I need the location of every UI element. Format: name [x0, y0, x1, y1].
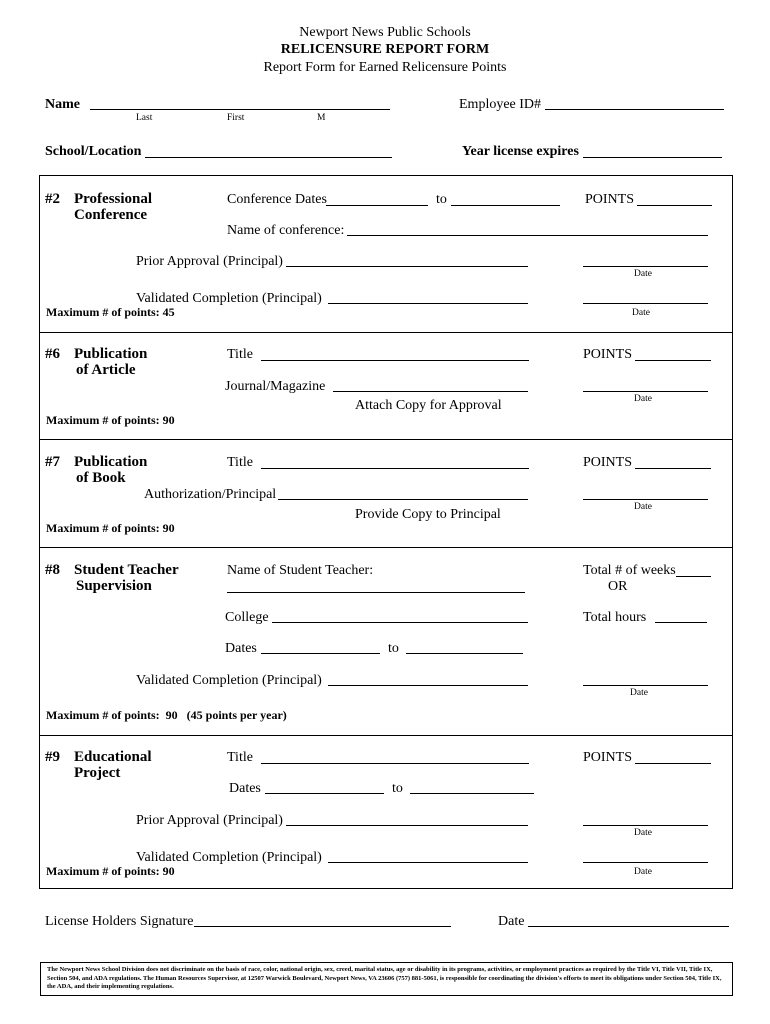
section-number: #8: [45, 562, 60, 578]
conference-name-field[interactable]: [347, 235, 708, 236]
year-expires-label: Year license expires: [462, 144, 579, 159]
date-caption: Date: [632, 308, 650, 318]
section-title: of Article: [76, 362, 136, 378]
name-field[interactable]: [90, 109, 390, 110]
section-title: Educational: [74, 749, 152, 765]
book-title-field[interactable]: [261, 468, 529, 469]
section-title: Publication: [74, 346, 148, 362]
max-points: Maximum # of points: 45: [46, 305, 175, 319]
prior-approval-label: Prior Approval (Principal): [136, 254, 283, 269]
section-title: Publication: [74, 454, 148, 470]
validated-date-field[interactable]: [583, 303, 708, 304]
section-number: #9: [45, 749, 60, 765]
validated-field[interactable]: [328, 862, 528, 863]
dates-label: Dates: [229, 781, 261, 796]
conference-name-label: Name of conference:: [227, 223, 345, 238]
points-field[interactable]: [635, 763, 711, 764]
college-label: College: [225, 610, 269, 625]
journal-field[interactable]: [333, 391, 528, 392]
date-caption: Date: [634, 828, 652, 838]
signature-field[interactable]: [194, 926, 451, 927]
points-label: POINTS: [583, 347, 633, 362]
section-title: Project: [74, 765, 121, 781]
validated-field[interactable]: [328, 685, 528, 686]
prior-approval-label: Prior Approval (Principal): [136, 813, 283, 828]
article-title-field[interactable]: [261, 360, 529, 361]
validated-date-field[interactable]: [583, 862, 708, 863]
points-field[interactable]: [635, 360, 711, 361]
student-teacher-field[interactable]: [227, 592, 525, 593]
dates-label: Dates: [225, 641, 257, 656]
signature-date-field[interactable]: [528, 926, 729, 927]
date-field[interactable]: [583, 499, 708, 500]
max-points: Maximum # of points: 90 (45 points per year): [46, 708, 287, 722]
validated-label: Validated Completion (Principal): [136, 291, 322, 306]
total-hours-label: Total hours: [583, 610, 647, 625]
section-divider: [39, 439, 733, 440]
points-field[interactable]: [635, 468, 711, 469]
validated-label: Validated Completion (Principal): [136, 673, 322, 688]
authorization-field[interactable]: [278, 499, 528, 500]
year-expires-field[interactable]: [583, 157, 722, 158]
to-label: to: [436, 192, 447, 207]
student-teacher-label: Name of Student Teacher:: [227, 563, 374, 578]
section-number: #2: [45, 191, 60, 207]
district-name: Newport News Public Schools: [299, 25, 471, 40]
section-divider: [39, 547, 733, 548]
project-title-field[interactable]: [261, 763, 529, 764]
signature-date-label: Date: [498, 914, 525, 929]
signature-label: License Holders Signature: [45, 914, 194, 929]
journal-label: Journal/Magazine: [225, 379, 326, 394]
total-weeks-field[interactable]: [676, 576, 711, 577]
section-title: Student Teacher: [74, 562, 179, 578]
school-label: School/Location: [45, 144, 142, 159]
section-title: Professional: [74, 191, 153, 207]
date-field[interactable]: [583, 685, 708, 686]
provide-note: Provide Copy to Principal: [355, 507, 501, 522]
employee-id-label: Employee ID#: [459, 97, 542, 112]
total-hours-field[interactable]: [655, 622, 707, 623]
date-caption: Date: [634, 867, 652, 877]
max-points: Maximum # of points: 90: [46, 413, 175, 427]
name-label: Name: [45, 97, 80, 112]
last-caption: Last: [136, 113, 153, 123]
conference-dates-label: Conference Dates: [227, 192, 327, 207]
section-divider: [39, 332, 733, 333]
section-divider: [39, 735, 733, 736]
conference-start-field[interactable]: [326, 205, 428, 206]
validated-field[interactable]: [328, 303, 528, 304]
college-field[interactable]: [272, 622, 528, 623]
section-number: #6: [45, 346, 60, 362]
section-title: of Book: [76, 470, 126, 486]
max-points: Maximum # of points: 90: [46, 521, 175, 535]
start-date-field[interactable]: [261, 653, 380, 654]
school-field[interactable]: [145, 157, 392, 158]
attach-note: Attach Copy for Approval: [355, 398, 502, 413]
section-title: Conference: [74, 207, 148, 223]
total-weeks-label: Total # of weeks: [583, 563, 676, 578]
conference-end-field[interactable]: [451, 205, 560, 206]
nondiscrimination-notice: The Newport News School Division does not discriminate on the basis of race, color, national origin, sex, creed, marital status, age or disability in its programs, activities, or employment practices as required by the Title VI, Title VII, Title IX, Section 504, and ADA regulations. The Human Resources Supervisor, at 12507 Warwick Boulevard, Newport News, VA 23606 (757) 881-5061, is responsible for coordinating the division's efforts to meet its obligations under Section 504, Title IX, the ADA, and their implementing regulations.: [40, 962, 733, 996]
to-label: to: [392, 781, 403, 796]
date-caption: Date: [634, 502, 652, 512]
section-title: Supervision: [76, 578, 152, 594]
end-date-field[interactable]: [406, 653, 523, 654]
start-date-field[interactable]: [265, 793, 384, 794]
date-caption: Date: [630, 688, 648, 698]
authorization-label: Authorization/Principal: [144, 487, 277, 502]
to-label: to: [388, 641, 399, 656]
validated-label: Validated Completion (Principal): [136, 850, 322, 865]
end-date-field[interactable]: [410, 793, 534, 794]
max-points: Maximum # of points: 90: [46, 864, 175, 878]
or-label: OR: [608, 579, 628, 594]
points-label: POINTS: [583, 750, 633, 765]
prior-approval-date-field[interactable]: [583, 266, 708, 267]
prior-approval-field[interactable]: [286, 266, 528, 267]
first-caption: First: [227, 113, 245, 123]
form-title: RELICENSURE REPORT FORM: [280, 42, 490, 57]
date-field[interactable]: [583, 391, 708, 392]
prior-approval-date-field[interactable]: [583, 825, 708, 826]
title-label: Title: [227, 347, 253, 362]
points-field[interactable]: [637, 205, 712, 206]
form-subtitle: Report Form for Earned Relicensure Points: [263, 60, 507, 75]
employee-id-field[interactable]: [545, 109, 724, 110]
points-label: POINTS: [583, 455, 633, 470]
points-label: POINTS: [585, 192, 635, 207]
title-label: Title: [227, 750, 253, 765]
title-label: Title: [227, 455, 253, 470]
date-caption: Date: [634, 394, 652, 404]
prior-approval-field[interactable]: [286, 825, 528, 826]
middle-caption: M: [317, 113, 326, 123]
section-number: #7: [45, 454, 60, 470]
date-caption: Date: [634, 269, 652, 279]
